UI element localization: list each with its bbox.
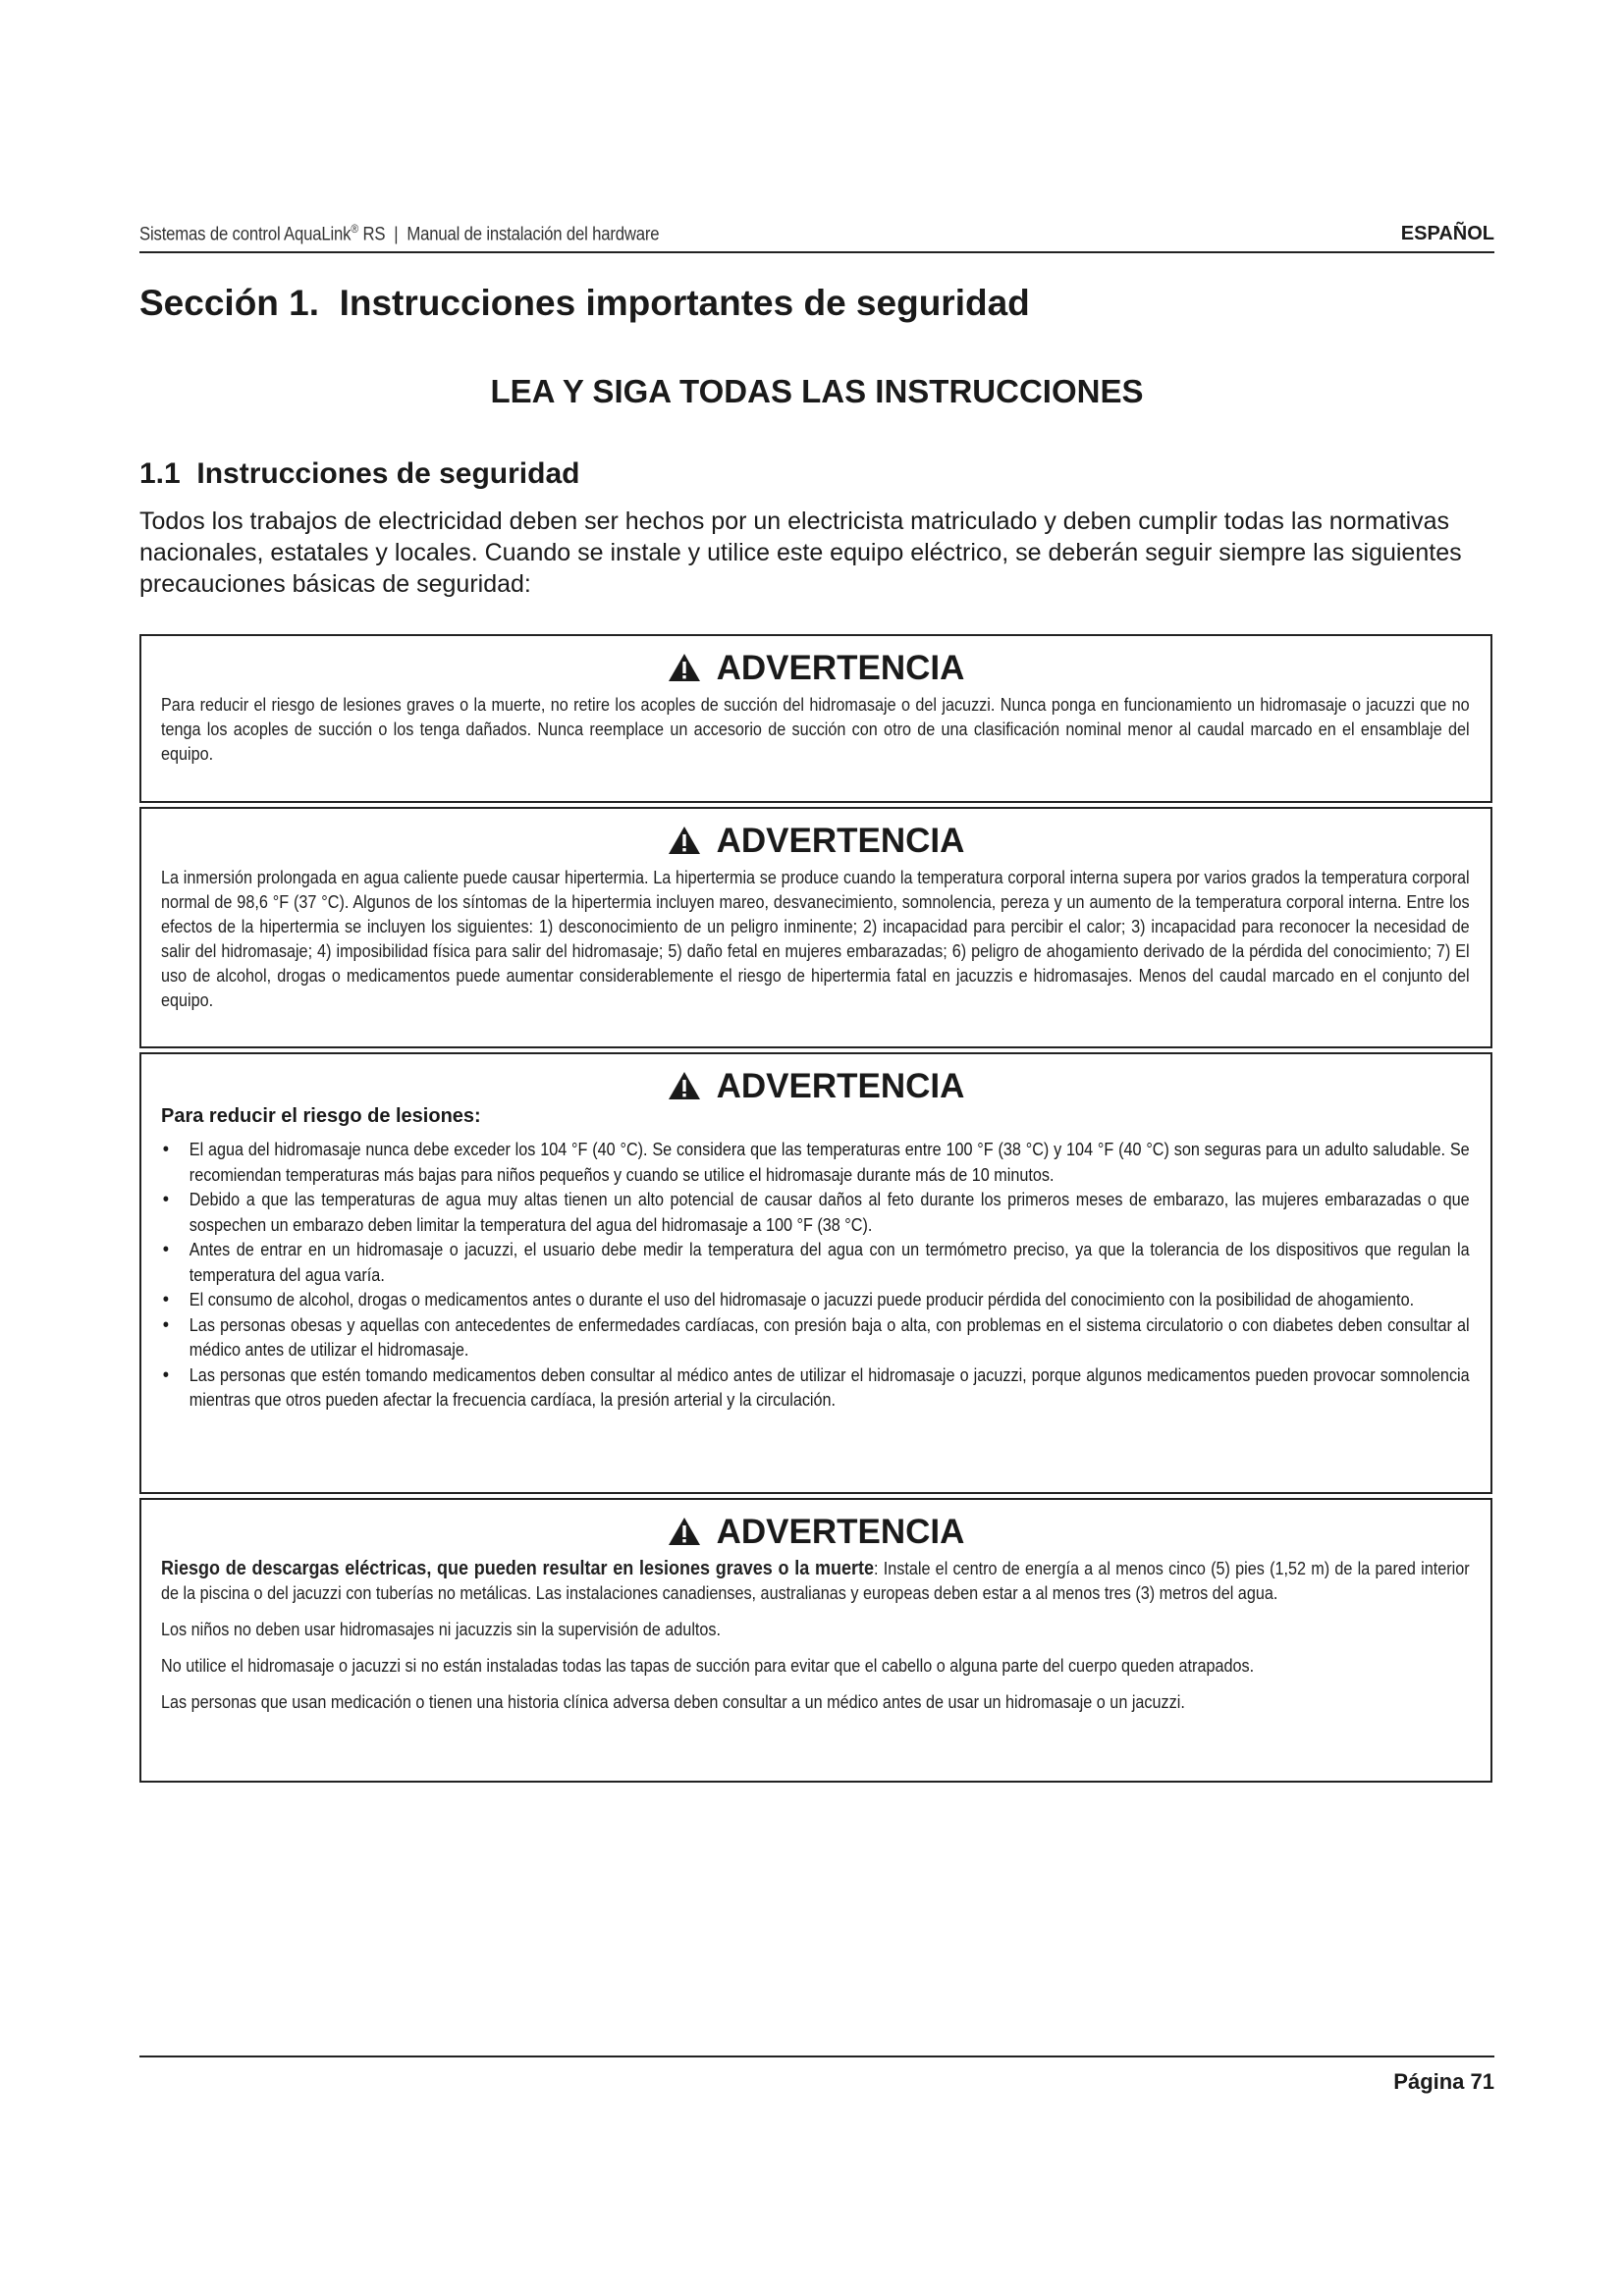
warning-lead-rest: : Instale el centro de energía a al menos cinco (5) pies (1,52 m) de la pared interior de la piscina o del jacuzzi con tuberías no metálicas. Las instalaciones canadienses, australianas y europeas deben estar a al menos tres (3) metros del agua. xyxy=(161,1559,1470,1603)
warning-title-text: ADVERTENCIA xyxy=(716,1513,965,1551)
warning-title xyxy=(161,1512,1471,1553)
list-item: • Antes de entrar en un hidromasaje o jacuzzi, el usuario debe medir la temperatura del agua con un termómetro preciso, ya que la tolerancia de los dispositivos que regulan la temperatura del agua varía. xyxy=(161,1238,1470,1288)
warning-lead-bold: Riesgo de descargas eléctricas, que pueden resultar en lesiones graves o la muerte xyxy=(161,1558,875,1579)
warning-paragraph: No utilice el hidromasaje o jacuzzi si no están instaladas todas las tapas de succión para evitar que el cabello o alguna parte del cuerpo queden atrapados. xyxy=(161,1656,1255,1676)
document-title-prefix: Sistemas de control AquaLink xyxy=(139,224,352,244)
warning-triangle-icon xyxy=(668,1517,701,1546)
warning-paragraph: Las personas que usan medicación o tienen una historia clínica adversa deben consultar a un médico antes de usar un hidromasaje o un jacuzzi. xyxy=(161,1692,1185,1712)
warning-title-text: ADVERTENCIA xyxy=(716,649,965,687)
list-item: • Las personas que estén tomando medicamentos deben consultar al médico antes de utilizar el hidromasaje o jacuzzi, porque algunos medicamentos pueden provocar somnolencia mientras que otros pueden afectar la frecuencia cardíaca, la presión arterial y la circulación. xyxy=(161,1363,1470,1414)
warning-lead-paragraph xyxy=(161,1557,1470,1606)
warning-title-text: ADVERTENCIA xyxy=(716,822,965,860)
banner-heading: LEA Y SIGA TODAS LAS INSTRUCCIONES xyxy=(490,373,1144,409)
page-header xyxy=(139,218,1494,253)
intro-paragraph: Todos los trabajos de electricidad deben ser hechos por un electricista matriculado y deben cumplir todas las normativas nacionales, estatales y locales. Cuando se instale y utilice este equipo eléctrico, se deberán seguir siempre las siguientes precauciones básicas de seguridad: xyxy=(139,507,1462,598)
warning-text: La inmersión prolongada en agua caliente puede causar hipertermia. La hipertermia se produce cuando la temperatura corporal interna supera por varios grados la temperatura corporal normal de 98,6 °F (37 °C). Algunos de los síntomas de la hipertermia incluyen mareo, desvanecimiento, somnolencia, pereza y un aumento de la temperatura corporal interna. Entre los efectos de la hipertermia se incluyen los siguientes: 1) desconocimiento de un peligro inminente; 2) incapacidad para percibir el calor; 3) incapacidad para reconocer la necesidad de salir del hidromasaje; 4) imposibilidad física para salir del hidromasaje; 5) daño fetal en mujeres embarazadas; 6) peligro de ahogamiento derivado de la pérdida del conocimiento; 7) El uso de alcohol, drogas o medicamentos puede aumentar considerablemente el riesgo de hipertermia fatal en jacuzzis e hidromasajes. Menos del caudal marcado en el conjunto del equipo. xyxy=(161,868,1470,1010)
language-label: ESPAÑOL xyxy=(1400,223,1494,244)
document-title-suffix: RS | Manual de instalación del hardware xyxy=(357,224,660,244)
warning-text: Para reducir el riesgo de lesiones graves o la muerte, no retire los acoples de succión del hidromasaje o del jacuzzi. Nunca ponga en funcionamiento un hidromasaje o jacuzzi que no tenga los acoples de succión o los tenga dañados. Nunca reemplace un accesorio de succión con otro de una clasificación nominal menor al caudal marcado en el ensamblaje del equipo. xyxy=(161,695,1470,764)
section-title: Sección 1. Instrucciones importantes de seguridad xyxy=(139,283,1030,323)
warning-box-2 xyxy=(139,807,1492,1048)
registered-mark: ® xyxy=(351,221,358,236)
warning-box-3 xyxy=(139,1052,1492,1494)
bullet-list xyxy=(161,1138,1470,1414)
warning-paragraph: Los niños no deben usar hidromasajes ni jacuzzis sin la supervisión de adultos. xyxy=(161,1620,722,1639)
subsection-title: 1.1 Instrucciones de seguridad xyxy=(139,457,580,490)
list-item: • Las personas obesas y aquellas con antecedentes de enfermedades cardíacas, con presión baja o alta, con problemas en el sistema circulatorio o con diabetes deben consultar al médico antes de utilizar el hidromasaje. xyxy=(161,1313,1470,1363)
list-item: • El consumo de alcohol, drogas o medicamentos antes o durante el uso del hidromasaje o jacuzzi puede producir pérdida del conocimiento con la posibilidad de ahogamiento. xyxy=(161,1288,1470,1313)
warning-title-text: ADVERTENCIA xyxy=(716,1067,965,1105)
warning-title xyxy=(161,1066,1471,1107)
warning-box-1 xyxy=(139,634,1492,803)
warning-triangle-icon xyxy=(668,1071,701,1100)
warning-title xyxy=(161,821,1471,862)
warning-lead: Para reducir el riesgo de lesiones: xyxy=(161,1105,481,1127)
warning-title xyxy=(161,648,1471,689)
page-number: Página 71 xyxy=(1393,2069,1494,2094)
list-item: • El agua del hidromasaje nunca debe exceder los 104 °F (40 °C). Se considera que las temperaturas entre 100 °F (38 °C) y 104 °F (40 °C) son seguras para un adulto saludable. Se recomiendan temperaturas más bajas para niños pequeños y cuando se utilice el hidromasaje durante más de 10 minutos. xyxy=(161,1138,1470,1188)
warning-triangle-icon xyxy=(668,653,701,682)
warning-triangle-icon xyxy=(668,826,701,855)
footer-rule xyxy=(139,2056,1494,2057)
warning-box-4 xyxy=(139,1498,1492,1783)
document-title xyxy=(139,222,659,245)
list-item: • Debido a que las temperaturas de agua muy altas tienen un alto potencial de causar daños al feto durante los primeros meses de embarazo, las mujeres embarazadas o que sospechen un embarazo deben limitar la temperatura del agua del hidromasaje a 100 °F (38 °C). xyxy=(161,1188,1470,1238)
